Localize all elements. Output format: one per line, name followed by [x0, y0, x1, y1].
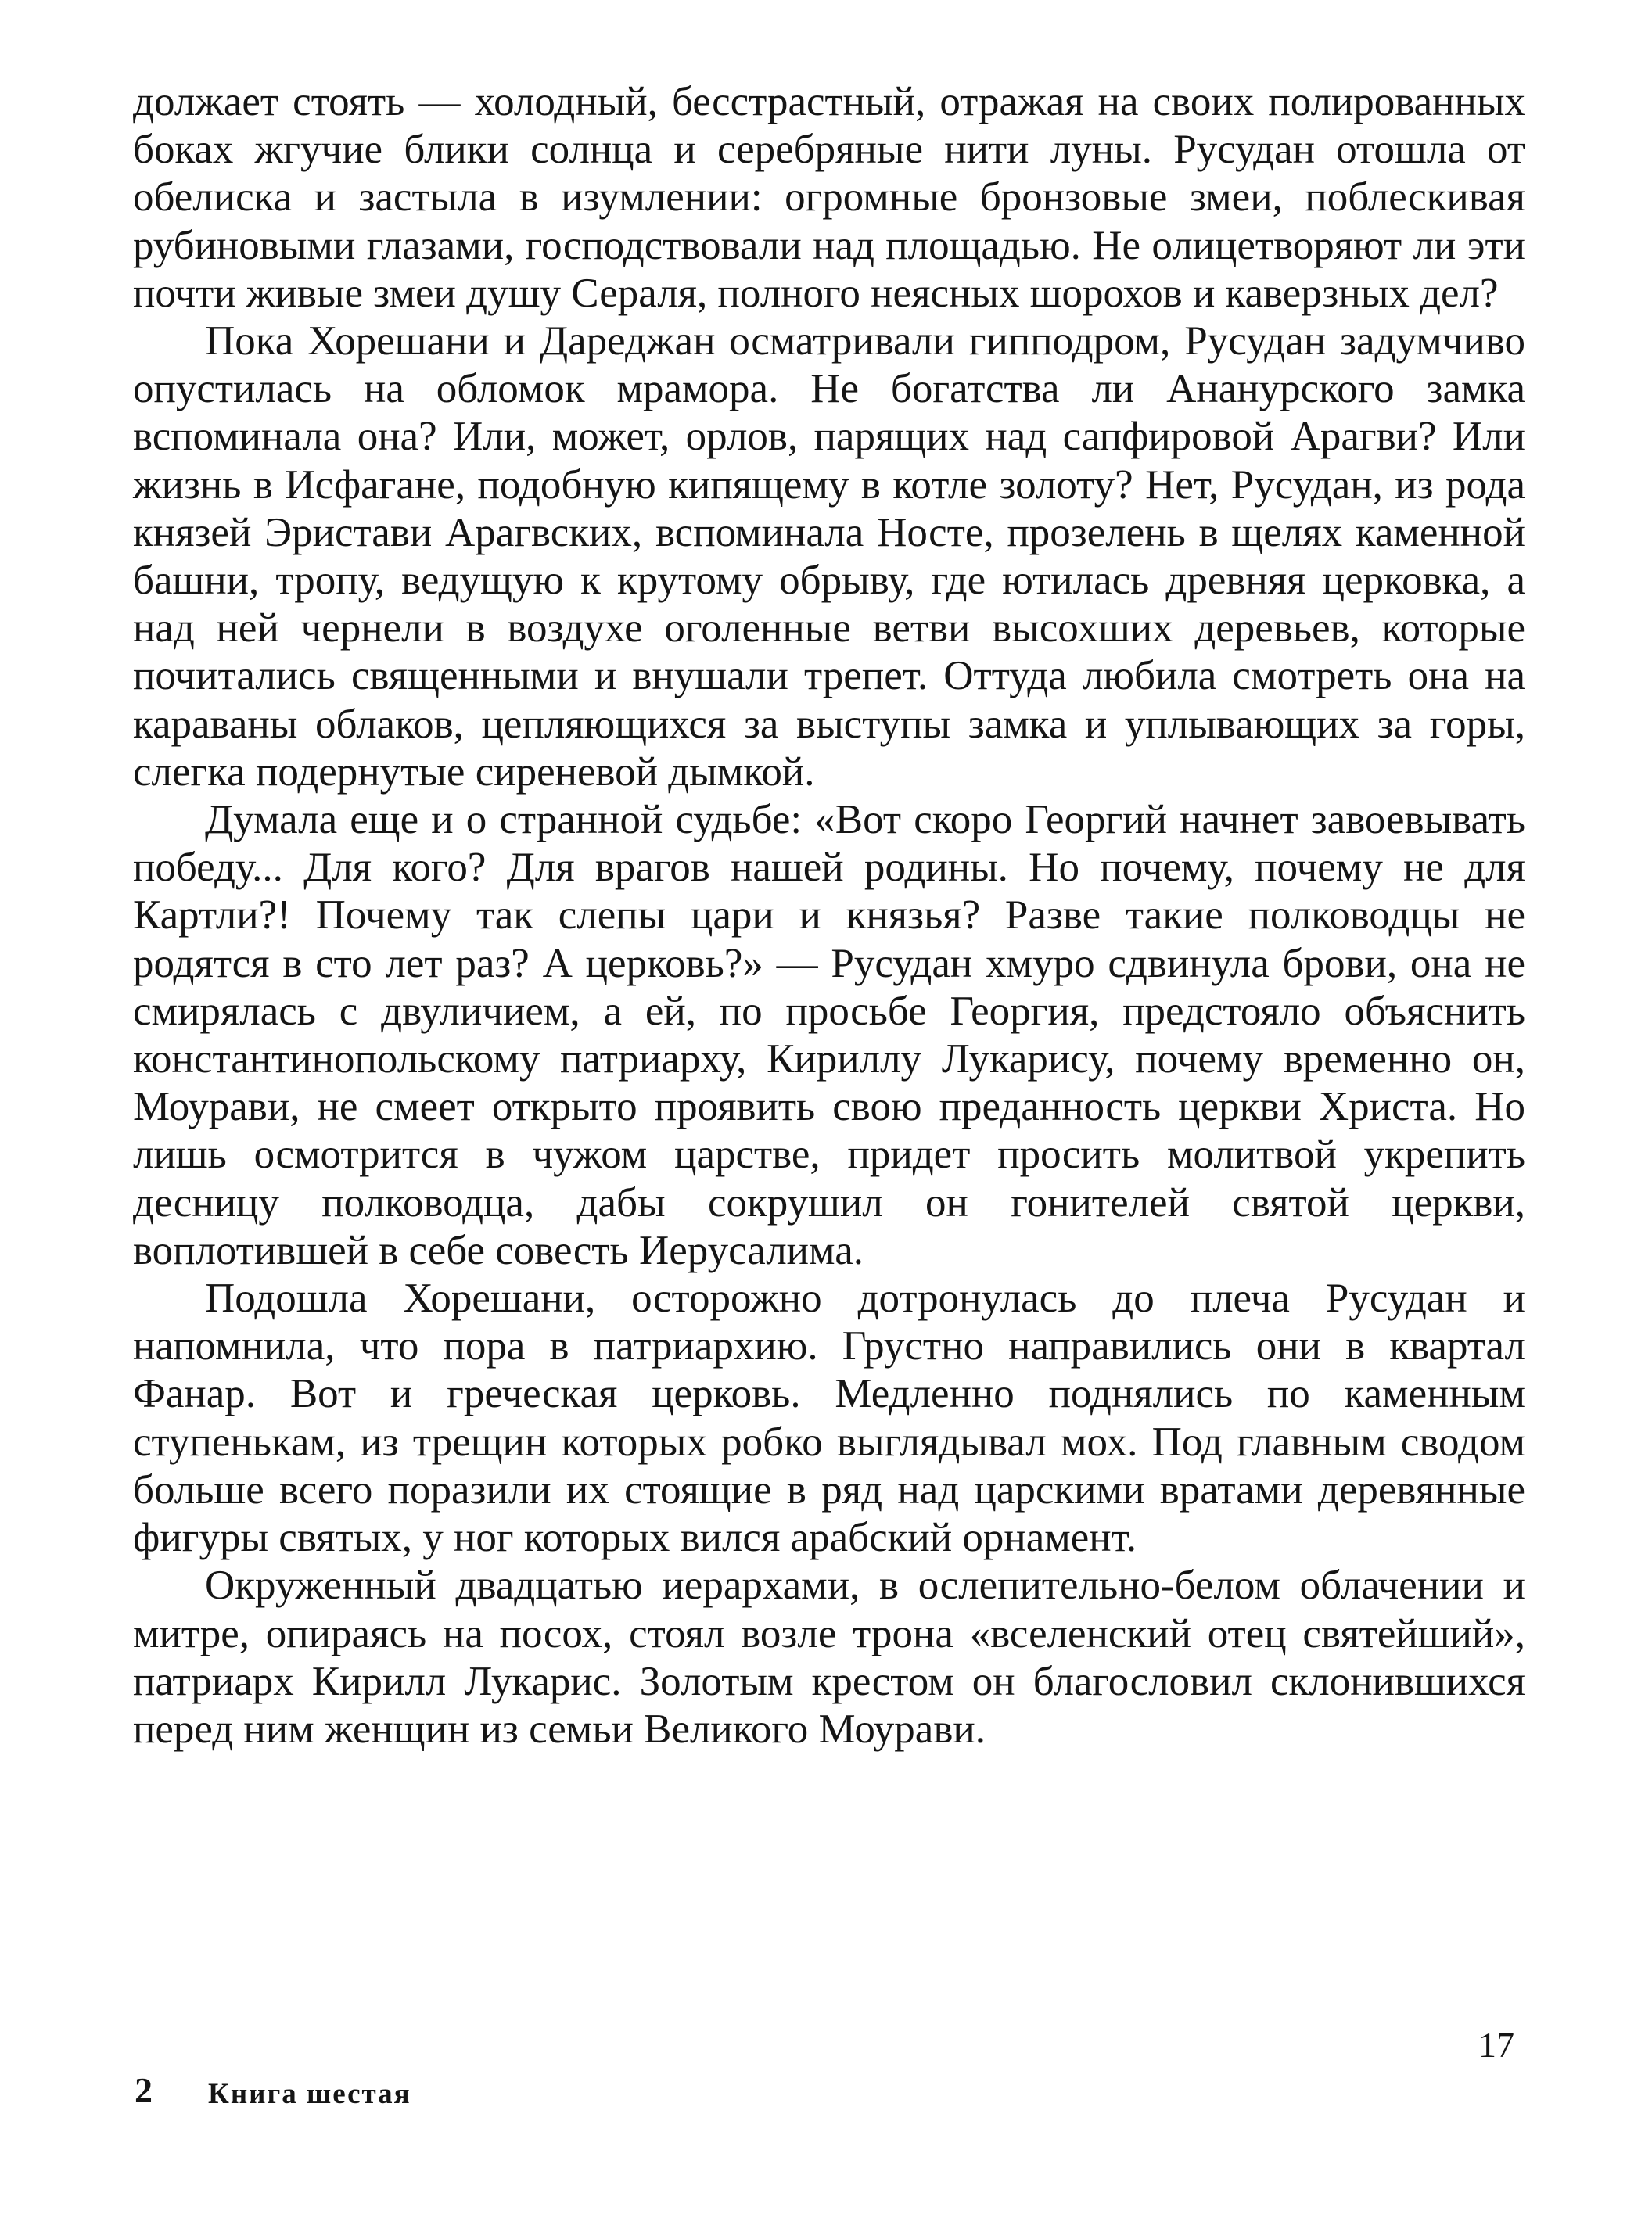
paragraph-2: Пока Хорешани и Дареджан осматривали гипподром, Русудан задумчиво опустилась на обломок мрамора. Не богатства ли Ананурского замка вспоминала она? Или, может, орлов, парящих над сапфировой Арагви? Или жизнь в Исфагане, подобную кипящему в котле золоту? Нет, Русудан, из рода князей Эристави Арагвских, вспоминала Носте, прозелень в щелях каменной башни, тропу, ведущую к крутому обрыву, где ютилась древняя церковка, а над ней чернели в воздухе оголенные ветви высохших деревьев, которые почитались священными и внушали трепет. Оттуда любила смотреть она на караваны облаков, цепляющихся за выступы замка и уплывающих за горы, слегка подернутые сиреневой дымкой. [133, 318, 1525, 795]
signature-mark: 2 [135, 2070, 153, 2110]
paragraph-1: должает стоять — холодный, бесстрастный, отражая на своих полированных боках жгучие блики солнца и серебряные нити луны. Русудан отошла от обелиска и застыла в изумлении: огромные бронзовые змеи, поблескивая рубиновыми глазами, господствовали над площадью. Не олицетворяют ли эти почти живые змеи душу Сераля, полного неясных шорохов и каверзных дел? [133, 79, 1525, 316]
signature-title: Книга шестая [208, 2078, 411, 2110]
paragraph-4: Подошла Хорешани, осторожно дотронулась до плеча Русудан и напомнила, что пора в патриархию. Грустно направились они в квартал Фанар. Вот и греческая церковь. Медленно поднялись по каменным ступенькам, из трещин которых робко выглядывал мох. Под главным сводом больше всего поразили их стоящие в ряд над царскими вратами деревянные фигуры святых, у ног которых вился арабский орнамент. [133, 1276, 1525, 1561]
page-body [133, 78, 1525, 1753]
paragraph-3: Думала еще и о странной судьбе: «Вот скоро Георгий начнет завоевывать победу... Для кого? Для врагов нашей родины. Но почему, почему не для Картли?! Почему так слепы цари и князья? Разве такие полководцы не родятся в сто лет раз? А церковь?» — Русудан хмуро сдвинула брови, она не смирялась с двуличием, а ей, по просьбе Георгия, предстояло объяснить константинопольскому патриарху, Кириллу Лукарису, почему временно он, Моурави, не смеет открыто проявить свою преданность церкви Христа. Но лишь осмотрится в чужом царстве, придет просить молитвой укрепить десницу полководца, дабы сокрушил он гонителей святой церкви, воплотившей в себе совесть Иерусалима. [133, 797, 1525, 1273]
paragraph-5: Окруженный двадцатью иерархами, в ослепительно-белом облачении и митре, опираясь на посох, стоял возле трона «вселенский отец святейший», патриарх Кирилл Лукарис. Золотым крестом он благословил склонившихся перед ним женщин из семьи Великого Моурави. [133, 1563, 1525, 1752]
page-number: 17 [1478, 2025, 1514, 2065]
